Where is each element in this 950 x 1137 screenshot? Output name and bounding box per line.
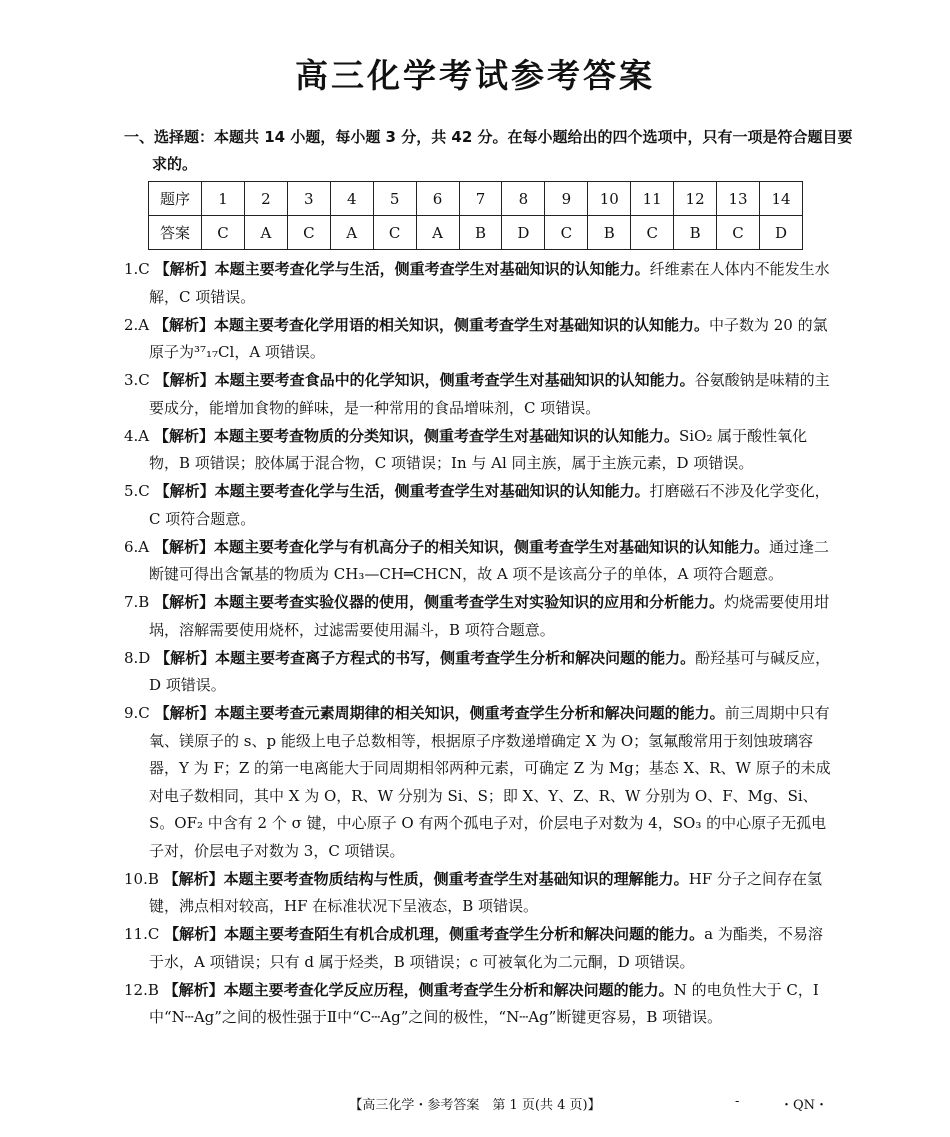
item-number: 2.A	[124, 315, 150, 334]
answer-cell: C	[717, 216, 760, 250]
item-analysis-lead: 【解析】本题主要考查物质结构与性质，侧重考查学生对基础知识的理解能力。	[163, 869, 689, 888]
question-number-cell: 7	[459, 182, 502, 216]
question-number-cell: 1	[202, 182, 245, 216]
item-analysis-text: 酚羟基可与碱反应，D 项错误。	[149, 648, 831, 694]
explanation-list	[124, 256, 834, 1032]
item-analysis-text: 打磨磁石不涉及化学变化，C 项符合题意。	[149, 482, 830, 528]
item-analysis-text: 前三周期中只有氧、镁原子的 s、p 能级上电子总数相等，根据原子序数递增确定 X 为 O；氢氟酸常用于刻蚀玻璃容器，Y 为 F；Z 的第一电离能大于同周期相邻两种元素，可确定 Z 为 Mg；基态 X、R、W 原子的未成对电子数相同，其中 X 为 O，R、W 分别为 Si、S；即 X、Y、Z、R、W 分别为 O、F、Mg、Si、S。OF₂ 中含有 2 个 σ 键，中心原子 O 有两个孤电子对，价层电子对数为 4，SO₃ 的中心原子无孤电子对，价层电子对数为 3，C 项错误。	[149, 704, 831, 860]
page-title: 高三化学考试参考答案	[295, 56, 655, 95]
answer-cell: D	[502, 216, 545, 250]
explanation-item	[124, 866, 834, 921]
explanation-item	[124, 478, 834, 533]
explanation-item	[124, 367, 834, 422]
answer-table	[148, 181, 803, 250]
item-analysis-lead: 【解析】本题主要考查离子方程式的书写，侧重考查学生分析和解决问题的能力。	[155, 648, 696, 667]
question-number-cell: 14	[759, 182, 802, 216]
item-number: 6.A	[124, 537, 150, 556]
answer-cell: C	[202, 216, 245, 250]
item-analysis-text: 灼烧需要使用坩埚，溶解需要使用烧杯，过滤需要使用漏斗，B 项符合题意。	[149, 593, 830, 639]
item-analysis-lead: 【解析】本题主要考查陌生有机合成机理，侧重考查学生分析和解决问题的能力。	[164, 925, 705, 943]
question-number-cell: 4	[330, 182, 373, 216]
explanation-item	[124, 645, 834, 700]
explanation-item	[124, 534, 834, 589]
answer-table-number-row	[149, 182, 803, 216]
answer-cell: A	[330, 216, 373, 250]
item-analysis-text: 纤维素在人体内不能发生水解，C 项错误。	[149, 260, 830, 306]
answer-cell: C	[631, 216, 674, 250]
footer-dash: ‑	[735, 1094, 740, 1109]
item-number: 10.B	[124, 869, 159, 888]
answer-cell: B	[588, 216, 631, 250]
answer-cell: A	[244, 216, 287, 250]
item-analysis-lead: 【解析】本题主要考查化学反应历程，侧重考查学生分析和解决问题的能力。	[163, 980, 674, 999]
item-analysis-lead: 【解析】本题主要考查化学与生活，侧重考查学生对基础知识的认知能力。	[154, 260, 650, 278]
question-number-cell: 10	[588, 182, 631, 216]
explanation-item	[124, 589, 834, 644]
explanation-item	[124, 700, 834, 865]
item-number: 9.C	[124, 704, 150, 722]
item-analysis-lead: 【解析】本题主要考查物质的分类知识，侧重考查学生对基础知识的认知能力。	[153, 426, 679, 445]
question-number-cell: 5	[373, 182, 416, 216]
item-number: 3.C	[124, 371, 150, 389]
answer-cell: B	[459, 216, 502, 250]
explanation-item	[124, 256, 834, 311]
item-analysis-text: 通过逢二断键可得出含氰基的物质为 CH₃—CH═CHCN，故 A 项不是该高分子的单体，A 项符合题意。	[149, 537, 829, 583]
item-analysis-text: 中子数为 20 的氯原子为³⁷₁₇Cl，A 项错误。	[149, 315, 828, 361]
explanation-item	[124, 423, 834, 478]
item-analysis-text: HF 分子之间存在氢键，沸点相对较高，HF 在标准状况下呈液态，B 项错误。	[149, 869, 822, 915]
question-number-cell: 13	[717, 182, 760, 216]
answer-cell: B	[674, 216, 717, 250]
item-analysis-lead: 【解析】本题主要考查化学与生活，侧重考查学生对基础知识的认知能力。	[154, 482, 650, 500]
answer-cell: C	[545, 216, 588, 250]
item-number: 8.D	[124, 648, 151, 667]
item-analysis-lead: 【解析】本题主要考查食品中的化学知识，侧重考查学生对基础知识的认知能力。	[154, 371, 695, 389]
item-number: 12.B	[124, 980, 159, 999]
item-number: 4.A	[124, 426, 150, 445]
exam-code: ・QN・	[780, 1098, 829, 1113]
item-number: 5.C	[124, 482, 150, 500]
answer-table-number-label: 题序	[149, 182, 202, 216]
answer-cell: C	[373, 216, 416, 250]
item-number: 1.C	[124, 260, 150, 278]
item-analysis-lead: 【解析】本题主要考查实验仪器的使用，侧重考查学生对实验知识的应用和分析能力。	[154, 593, 725, 611]
answer-table-answer-row	[149, 216, 803, 250]
explanation-item	[124, 921, 834, 976]
item-analysis-lead: 【解析】本题主要考查化学用语的相关知识，侧重考查学生对基础知识的认知能力。	[153, 315, 709, 334]
item-analysis-lead: 【解析】本题主要考查化学与有机高分子的相关知识，侧重考查学生对基础知识的认知能力。	[153, 537, 769, 556]
answer-table-answer-label: 答案	[149, 216, 202, 250]
question-number-cell: 12	[674, 182, 717, 216]
item-number: 11.C	[124, 925, 160, 943]
answer-cell: C	[287, 216, 330, 250]
explanation-item	[124, 977, 834, 1032]
question-number-cell: 2	[244, 182, 287, 216]
answer-cell: D	[759, 216, 802, 250]
explanation-item	[124, 312, 834, 367]
item-analysis-text: SiO₂ 属于酸性氧化物，B 项错误；胶体属于混合物，C 项错误；In 与 Al 同主族，属于主族元素，D 项错误。	[149, 426, 808, 472]
question-number-cell: 3	[287, 182, 330, 216]
question-number-cell: 8	[502, 182, 545, 216]
item-analysis-text: 谷氨酸钠是味精的主要成分，能增加食物的鲜味，是一种常用的食品增味剂，C 项错误。	[149, 371, 830, 417]
page-footer: 【高三化学・参考答案 第 1 页(共 4 页)】	[349, 1098, 601, 1113]
item-number: 7.B	[124, 593, 150, 611]
question-number-cell: 6	[416, 182, 459, 216]
answer-cell: A	[416, 216, 459, 250]
item-analysis-lead: 【解析】本题主要考查元素周期律的相关知识，侧重考查学生分析和解决问题的能力。	[154, 704, 725, 722]
item-analysis-text: a 为酯类，不易溶于水，A 项错误；只有 d 属于烃类，B 项错误；c 可被氧化为二元酮，D 项错误。	[149, 925, 823, 971]
section-heading-choice: 一、选择题：本题共 14 小题，每小题 3 分，共 42 分。在每小题给出的四个选项中，只有一项是符合题目要求的。	[124, 128, 853, 173]
item-analysis-text: N 的电负性大于 C，Ⅰ中“N┄Ag”之间的极性强于Ⅱ中“C┄Ag”之间的极性，“N┄Ag”断键更容易，B 项错误。	[149, 980, 819, 1026]
question-number-cell: 9	[545, 182, 588, 216]
question-number-cell: 11	[631, 182, 674, 216]
